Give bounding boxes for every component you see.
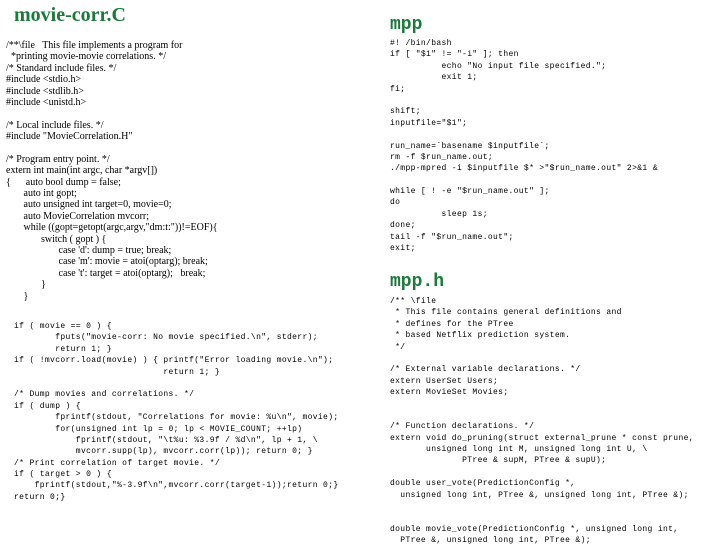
mpp-h-code bbox=[390, 296, 715, 547]
code-line: while [ ! -e "$run_name.out" ]; bbox=[390, 187, 550, 197]
code-line bbox=[390, 353, 715, 364]
code-line bbox=[390, 95, 715, 106]
code-line: while ((gopt=getopt(argc,argv,"dm:t:"))!=EOF){ bbox=[6, 222, 218, 234]
code-line: double user_vote(PredictionConfig *, bbox=[390, 479, 576, 489]
code-line: exit; bbox=[390, 244, 416, 254]
code-line bbox=[390, 410, 715, 421]
code-line: /**\file This file implements a program for bbox=[6, 40, 183, 51]
code-line: *printing movie-movie correlations. */ bbox=[6, 51, 166, 63]
code-line: return 1; } bbox=[14, 344, 112, 354]
code-line: if ( target > 0 ) { bbox=[14, 470, 112, 480]
mpp-script-code bbox=[390, 38, 715, 254]
code-line: { auto bool dump = false; bbox=[6, 176, 121, 188]
code-line: /* Dump movies and correlations. */ bbox=[14, 390, 195, 400]
code-line: exit 1; bbox=[390, 73, 478, 83]
code-line: /* External variable declarations. */ bbox=[390, 365, 581, 375]
code-line: fprintf(stdout,"%-3.9f\n",mvcorr.corr(target-1));return 0;} bbox=[14, 481, 339, 491]
code-line: #include "MovieCorrelation.H" bbox=[6, 131, 133, 143]
code-line: ./mpp-mpred -i $inputfile $* >"$run_name.out" 2>&1 & bbox=[390, 164, 658, 174]
code-line: fputs("movie-corr: No movie specified.\n", stderr); bbox=[14, 333, 318, 343]
code-line: unsigned long int, PTree &, unsigned long int, PTree &); bbox=[390, 490, 689, 500]
code-line: if ( movie == 0 ) { bbox=[14, 322, 112, 331]
code-line: #include <stdlib.h> bbox=[6, 85, 84, 97]
code-line: for(unsigned int lp = 0; lp < MOVIE_COUNT; ++lp) bbox=[14, 424, 303, 434]
code-line bbox=[390, 467, 715, 478]
code-line: switch ( gopt ) { bbox=[6, 233, 107, 245]
mpp-h-title: mpp.h bbox=[390, 272, 445, 292]
code-line: PTree & supM, PTree & supU); bbox=[390, 456, 607, 466]
code-line: #! /bin/bash bbox=[390, 39, 452, 48]
code-line bbox=[390, 501, 715, 512]
code-line: rm -f $run_name.out; bbox=[390, 152, 494, 162]
code-line: return 0;} bbox=[14, 492, 66, 502]
code-line: */ bbox=[390, 342, 406, 352]
code-line: shift; bbox=[390, 107, 421, 117]
code-line: /* Print correlation of target movie. */ bbox=[14, 458, 221, 468]
code-line: fprintf(stdout, "Correlations for movie: %u\n", movie); bbox=[14, 413, 339, 423]
code-line bbox=[390, 512, 715, 523]
code-line: if ( dump ) { bbox=[14, 401, 81, 411]
code-line bbox=[14, 378, 384, 389]
movie-corr-code-header bbox=[6, 40, 376, 302]
code-line: extern MovieSet Movies; bbox=[390, 388, 509, 398]
code-line bbox=[390, 175, 715, 186]
code-line: fprintf(stdout, "\t%u: %3.9f / %d\n", lp + 1, \ bbox=[14, 435, 318, 445]
code-line: do bbox=[390, 198, 401, 208]
code-line: /* Local include files. */ bbox=[6, 119, 104, 131]
movie-corr-title: movie-corr.C bbox=[14, 4, 126, 26]
code-line: #include <stdio.h> bbox=[6, 74, 82, 86]
code-line: echo "No input file specified."; bbox=[390, 61, 607, 71]
code-line: extern int main(int argc, char *argv[]) bbox=[6, 165, 158, 177]
code-line: extern UserSet Users; bbox=[390, 376, 499, 386]
code-line: double movie_vote(PredictionConfig *, unsigned long int, bbox=[390, 524, 679, 534]
code-line: #include <unistd.h> bbox=[6, 96, 87, 108]
code-line: auto int gopt; bbox=[6, 188, 77, 200]
code-line bbox=[6, 108, 376, 119]
movie-corr-code-body bbox=[14, 321, 384, 503]
code-line: mvcorr.supp(lp), mvcorr.corr(lp)); return 0; } bbox=[14, 447, 313, 457]
code-line: * defines for the PTree bbox=[390, 319, 514, 329]
mpp-title: mpp bbox=[390, 15, 423, 35]
code-line: return 1; } bbox=[14, 367, 221, 377]
code-line bbox=[390, 129, 715, 140]
code-line: auto unsigned int target=0, movie=0; bbox=[6, 199, 172, 211]
code-line: case 'd': dump = true; break; bbox=[6, 245, 172, 257]
code-line: case 't': target = atoi(optarg); break; bbox=[6, 267, 206, 279]
code-line: /* Program entry point. */ bbox=[6, 153, 110, 165]
code-line: inputfile="$1"; bbox=[390, 118, 468, 128]
code-line: tail -f "$run_name.out"; bbox=[390, 232, 514, 242]
code-line: extern void do_pruning(struct external_prune * const prune, bbox=[390, 433, 694, 443]
code-line: /* Function declarations. */ bbox=[390, 422, 535, 432]
code-line: * based Netflix prediction system. bbox=[390, 331, 571, 341]
code-line: done; bbox=[390, 221, 416, 231]
code-line: * This file contains general definitions and bbox=[390, 308, 622, 318]
code-line: PTree &, unsigned long int, PTree &); bbox=[390, 536, 591, 546]
code-line: if ( !mvcorr.load(movie) ) { printf("Error loading movie.\n"); bbox=[14, 356, 334, 366]
code-line: } bbox=[6, 279, 46, 291]
code-line: sleep 1s; bbox=[390, 209, 488, 219]
code-line: unsigned long int M, unsigned long int U, \ bbox=[390, 445, 648, 455]
code-line: /* Standard include files. */ bbox=[6, 62, 117, 74]
code-line: if [ "$1" != "-i" ]; then bbox=[390, 50, 519, 60]
code-line bbox=[390, 399, 715, 410]
code-line: run_name=`basename $inputfile`; bbox=[390, 141, 550, 151]
code-line: } bbox=[6, 290, 29, 302]
code-line: fi; bbox=[390, 84, 406, 94]
code-line: auto MovieCorrelation mvcorr; bbox=[6, 210, 150, 222]
code-line: case 'm': movie = atoi(optarg); break; bbox=[6, 256, 208, 268]
code-line bbox=[6, 143, 376, 154]
code-line: /** \file bbox=[390, 297, 437, 306]
